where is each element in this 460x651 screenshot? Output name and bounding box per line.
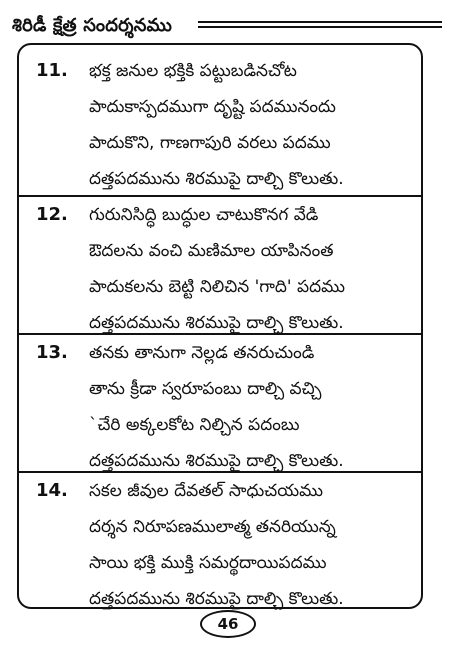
header-rule-line — [198, 26, 442, 28]
verse-line: భక్త జనుల భక్తికి పట్టుబడినచోట — [89, 61, 297, 81]
verse-lines — [89, 53, 405, 197]
verse-line: పాదుకాస్పదముగా దృష్టి పదమునందు — [89, 97, 336, 117]
verse-number: 13. — [36, 342, 68, 363]
verse-box — [17, 43, 423, 609]
header-rule-line — [198, 21, 442, 23]
page-header — [12, 14, 442, 42]
verse-lines — [89, 335, 405, 479]
verse-line: గురునిసిద్ధి బుద్ధుల చాటుకొనగ వేడి — [89, 205, 319, 225]
verse-line: దర్శన నిరూపణములాత్మ తనరియున్న — [89, 517, 336, 537]
verse-lines — [89, 473, 405, 617]
verse-line: పాదుకొని, గాణగాపురి వరలు పదము — [89, 133, 331, 153]
page-footer — [200, 610, 260, 640]
verse-number: 12. — [36, 204, 68, 225]
verse-line: దత్తపదమును శిరముపై దాల్చి కొలుతు. — [89, 451, 344, 471]
header-rule-lines — [198, 21, 442, 35]
verse-line: పాదుకలను బెట్టి నిలిచిన 'గాది' పదము — [89, 277, 345, 297]
page-title: శిరిడీ క్షేత్ర సందర్శనము — [12, 15, 173, 36]
verse-line: సాయి భక్తి ముక్తి సమర్థదాయిపదము — [89, 553, 327, 573]
verse-number: 14. — [36, 480, 68, 501]
verse-line: దత్తపదమును శిరముపై దాల్చి కొలుతు. — [89, 589, 344, 609]
verse-line: సకల జీవుల దేవతల్ సాధుచయము — [89, 481, 323, 501]
verse-number: 11. — [36, 60, 68, 81]
verse-line: `చేరి అక్కలకోట నిల్చిన పదంబు — [89, 415, 300, 435]
verse-lines — [89, 197, 405, 341]
verse-line: తనకు తానుగా నెల్లడ తనరుచుండి — [89, 343, 315, 363]
page-number: 46 — [200, 610, 256, 638]
verse-line: తాను క్రీడా స్వరూపంబు దాల్చి వచ్చి — [89, 379, 322, 399]
verse-line: దత్తపదమును శిరముపై దాల్చి కొలుతు. — [89, 313, 344, 333]
verse-line: ఔదలను వంచి మణిమాల యాపినంత — [89, 241, 334, 261]
verse-line: దత్తపదమును శిరముపై దాల్చి కొలుతు. — [89, 169, 344, 189]
